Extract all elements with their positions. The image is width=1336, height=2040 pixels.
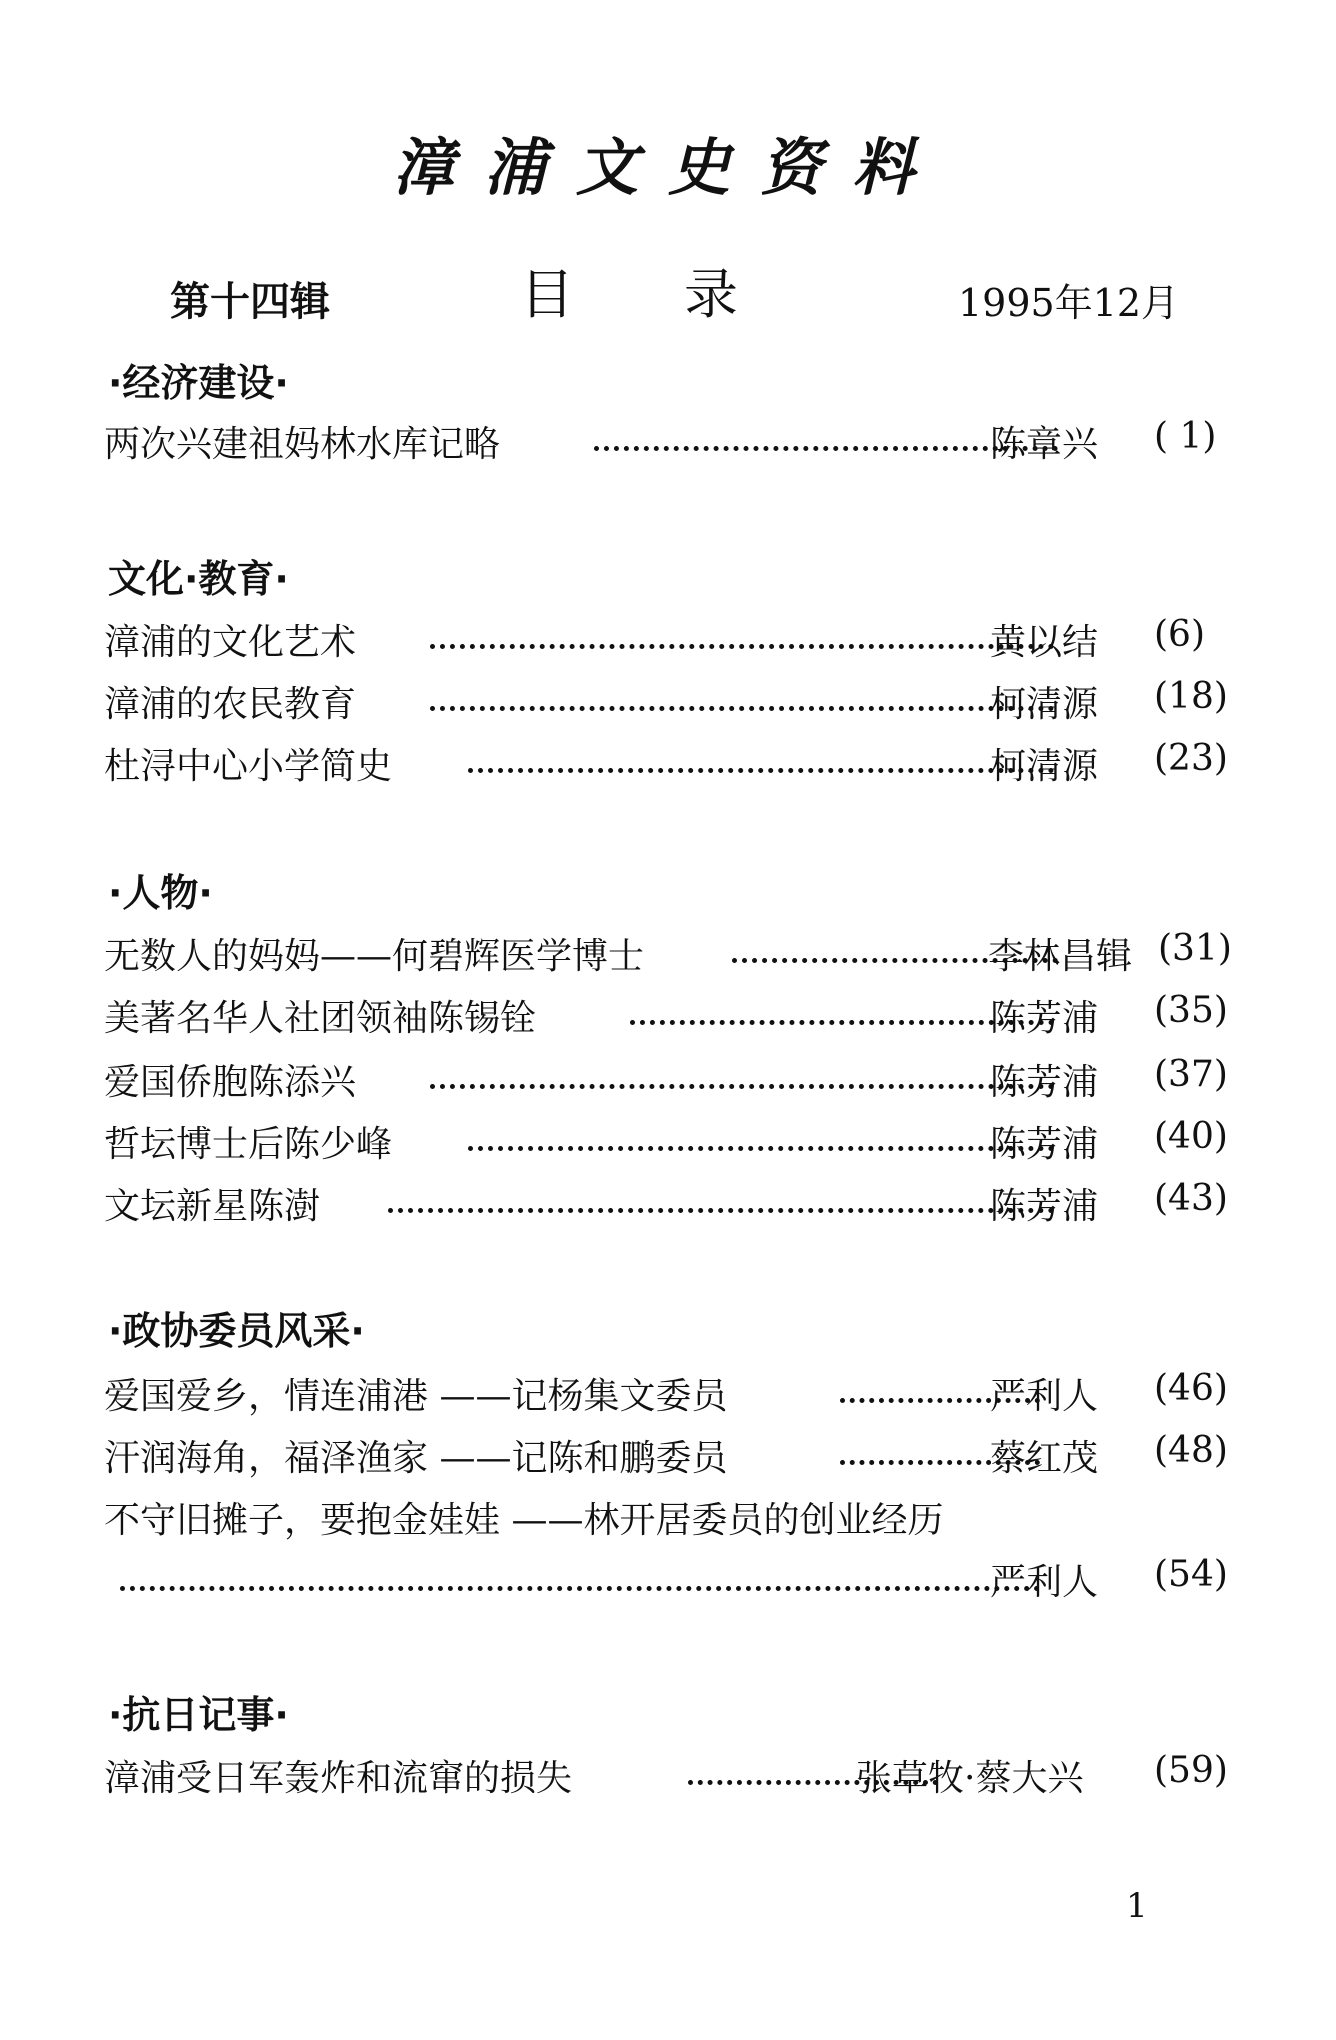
entry-page: (46) [1154, 1368, 1228, 1409]
entry-page: ( 1) [1154, 416, 1217, 457]
entry-author: 张草牧·蔡大兴 [856, 1758, 1084, 1799]
entry-title: 漳浦受日军轰炸和流窜的损失 [104, 1758, 573, 1799]
toc-entry[interactable] [104, 1492, 1234, 1616]
dot-leader [430, 638, 1054, 649]
toc-entry[interactable] [104, 1430, 1234, 1486]
toc-entry[interactable] [104, 1750, 1234, 1806]
entry-author: 蔡红茂 [990, 1438, 1099, 1479]
section-heading: ·抗日记事· [108, 1693, 289, 1737]
entry-title: 漳浦的文化艺术 [104, 622, 357, 663]
entry-title: 爱国侨胞陈添兴 [104, 1062, 357, 1103]
entry-author: 严利人 [990, 1562, 1099, 1603]
entry-page: (35) [1154, 990, 1228, 1031]
entry-title: 无数人的妈妈——何碧辉医学博士 [104, 936, 645, 977]
toc-entry[interactable] [104, 990, 1234, 1046]
dot-leader [468, 762, 1054, 773]
entry-author: 李林昌辑 [988, 936, 1133, 977]
toc-entry[interactable] [104, 1178, 1234, 1234]
entry-page: (40) [1154, 1116, 1228, 1157]
entry-page: (37) [1154, 1054, 1228, 1095]
entry-author: 严利人 [990, 1376, 1099, 1417]
toc-entry[interactable] [104, 676, 1234, 732]
issue-label: 第十四辑 [170, 278, 330, 325]
dot-leader [120, 1580, 1040, 1591]
entry-title: 两次兴建祖妈林水库记略 [104, 424, 501, 465]
entry-author: 柯清源 [990, 684, 1099, 725]
entry-author: 黄以结 [990, 622, 1099, 663]
section-heading: ·人物· [108, 871, 213, 915]
entry-title: 杜浔中心小学简史 [104, 746, 393, 787]
entry-title: 哲坛博士后陈少峰 [104, 1124, 393, 1165]
entry-page: (43) [1154, 1178, 1228, 1219]
dot-leader [430, 1078, 1054, 1089]
toc-entry[interactable] [104, 416, 1234, 472]
entry-author: 陈芳浦 [990, 998, 1099, 1039]
toc-entry[interactable] [104, 1054, 1234, 1110]
section-heading: 文化·教育· [108, 557, 289, 601]
issue-date: 1995年12月 [958, 281, 1180, 325]
toc-entry[interactable] [104, 738, 1234, 794]
entry-page: (18) [1154, 676, 1228, 717]
entry-author: 陈芳浦 [990, 1186, 1099, 1227]
entry-title: 不守旧摊子，要抱金娃娃 ——林开居委员的创业经历 [104, 1500, 944, 1541]
toc-header [0, 252, 1336, 332]
entry-title: 文坛新星陈澍 [104, 1186, 321, 1227]
entry-author: 柯清源 [990, 746, 1099, 787]
dot-leader [430, 700, 1054, 711]
toc-entry[interactable] [104, 1116, 1234, 1172]
entry-author: 陈芳浦 [990, 1124, 1099, 1165]
dot-leader [388, 1202, 1054, 1213]
toc-title: 目录 [520, 263, 848, 326]
page-number: 1 [1126, 1886, 1148, 1926]
entry-page: (6) [1154, 614, 1205, 655]
toc-entry[interactable] [104, 614, 1234, 670]
entry-title: 美著名华人社团领袖陈锡铨 [104, 998, 537, 1039]
toc-entry[interactable] [104, 1368, 1234, 1424]
section-heading: ·经济建设· [108, 361, 289, 405]
entry-title: 爱国爱乡，情连浦港 ——记杨集文委员 [104, 1376, 728, 1417]
dot-leader [594, 440, 1058, 451]
entry-page: (54) [1154, 1554, 1228, 1595]
entry-page: (23) [1154, 738, 1228, 779]
entry-page: (31) [1158, 928, 1232, 969]
dot-leader [468, 1140, 1054, 1151]
entry-author: 陈芳浦 [990, 1062, 1099, 1103]
toc-entry[interactable] [104, 928, 1234, 984]
entry-page: (48) [1154, 1430, 1228, 1471]
entry-author: 陈章兴 [990, 424, 1099, 465]
section-heading: ·政协委员风采· [108, 1309, 365, 1353]
publication-title: 漳浦文史资料 [391, 131, 944, 204]
entry-page: (59) [1154, 1750, 1228, 1791]
entry-title: 漳浦的农民教育 [104, 684, 357, 725]
entry-title: 汗润海角，福泽渔家 ——记陈和鹏委员 [104, 1438, 728, 1479]
